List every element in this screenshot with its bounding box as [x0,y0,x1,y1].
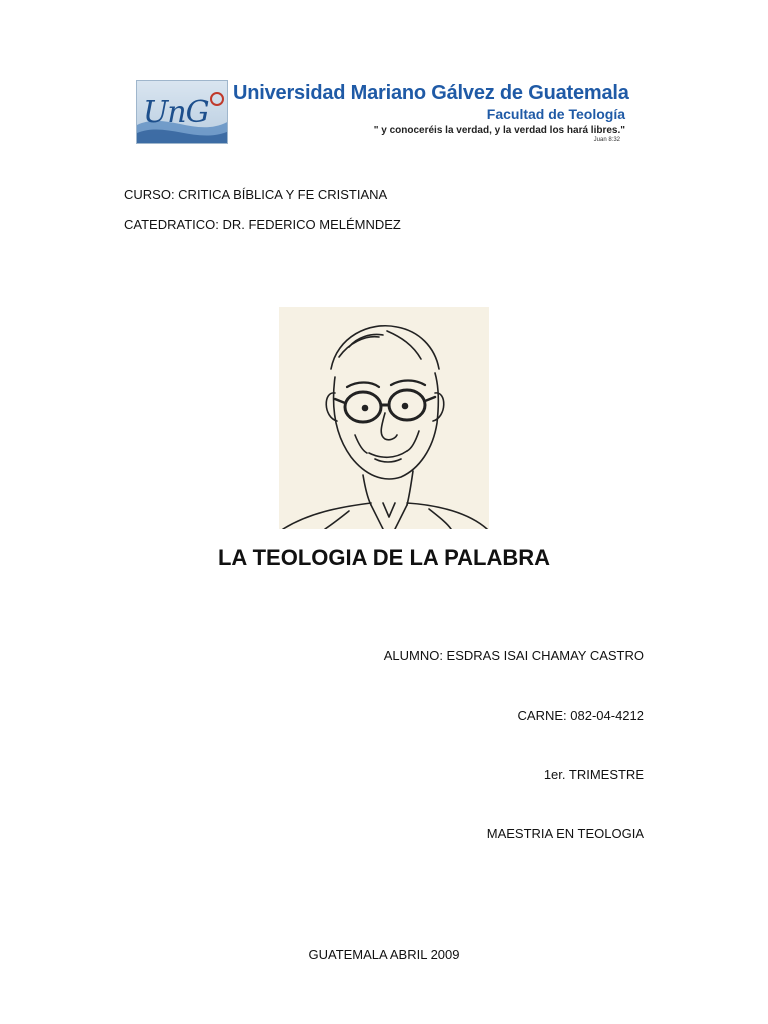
motto: " y conoceréis la verdad, y la verdad los hará libres." [373,125,625,136]
location-date: GUATEMALA ABRIL 2009 [308,947,460,962]
document-title: LA TEOLOGIA DE LA PALABRA [217,545,551,570]
portrait-image [279,307,489,529]
university-logo [136,80,228,144]
trimester: 1er. TRIMESTRE [543,767,644,782]
program-name: MAESTRIA EN TEOLOGIA [486,826,644,841]
student-name: ALUMNO: ESDRAS ISAI CHAMAY CASTRO [383,648,644,663]
faculty-name: Facultad de Teología [486,106,625,122]
university-name: Universidad Mariano Gálvez de Guatemala [233,82,629,104]
student-id: CARNE: 082-04-4212 [517,708,644,723]
portrait-sketch-icon [279,307,489,529]
course-line: CURSO: CRITICA BÍBLICA Y FE CRISTIANA [124,187,388,202]
professor-line: CATEDRATICO: DR. FEDERICO MELÉMNDEZ [124,217,401,232]
motto-reference: Juan 8:32 [593,137,620,143]
logo-text: UnG [143,95,209,130]
